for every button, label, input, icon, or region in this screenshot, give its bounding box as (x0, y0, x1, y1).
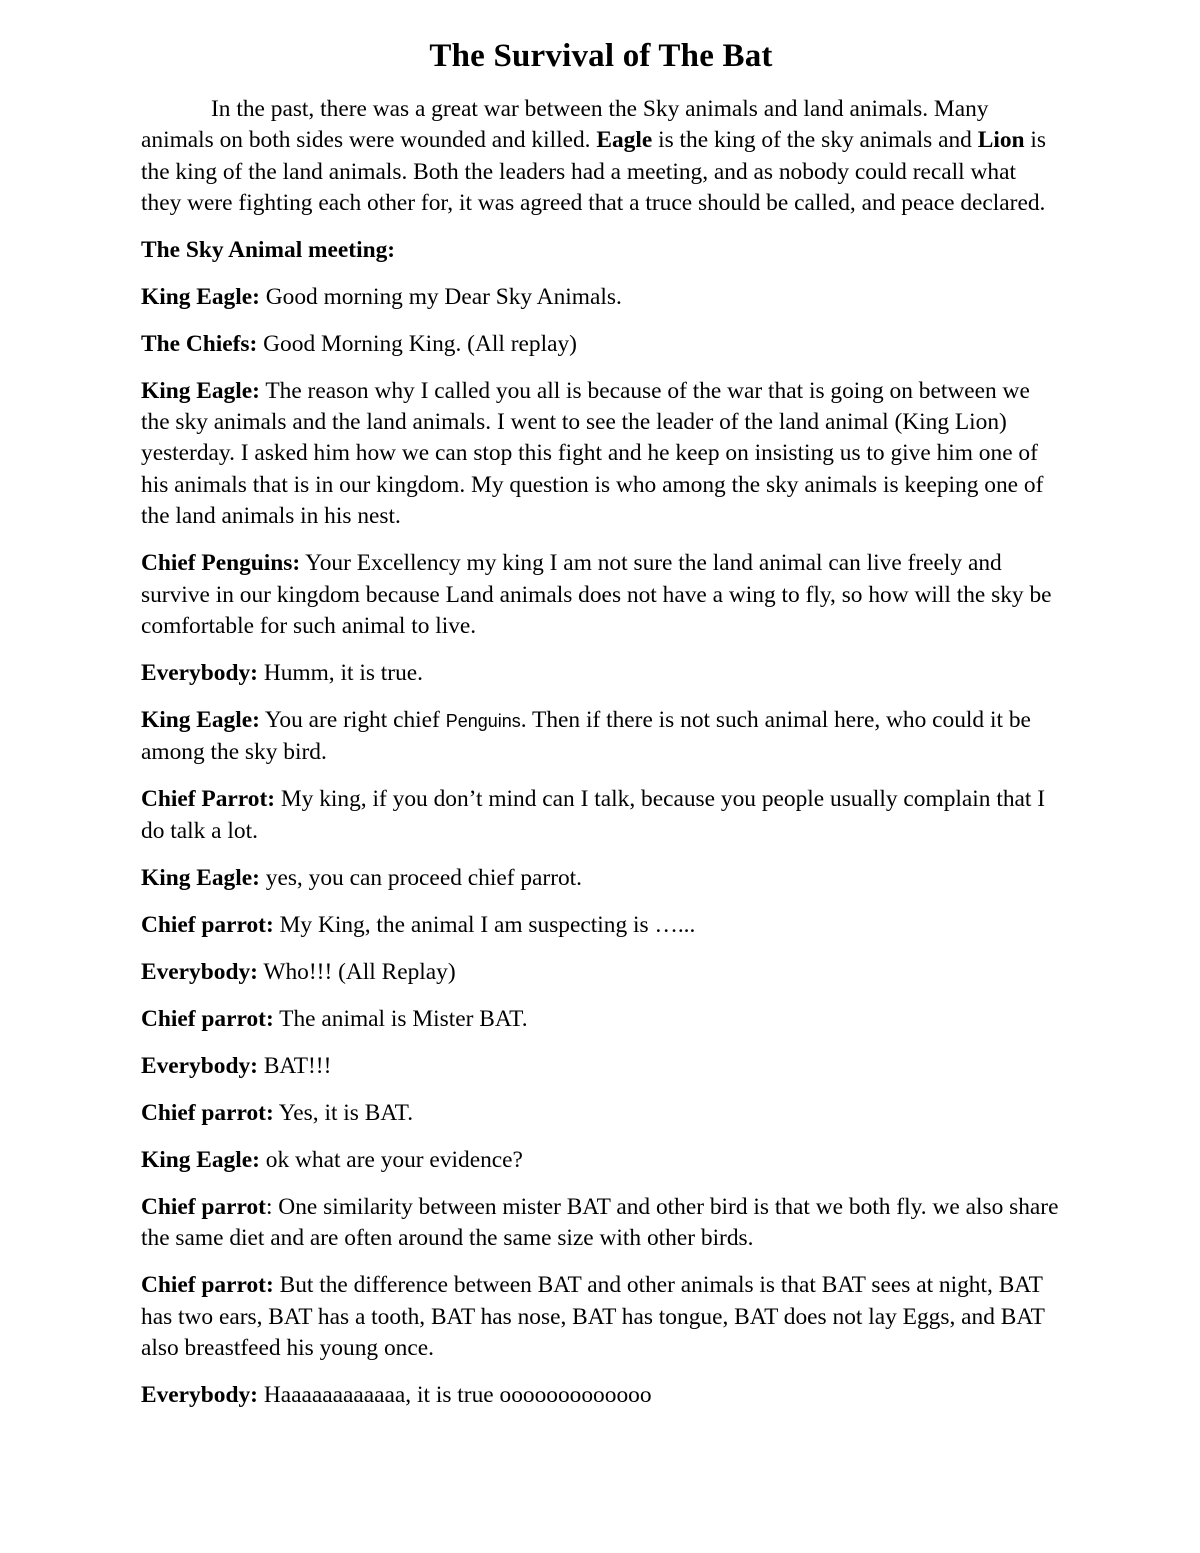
dialogue-speaker: King Eagle: (141, 377, 260, 404)
dialogue-speaker: The Chiefs: (141, 330, 258, 357)
dialogue-text: Good Morning King. (All replay) (257, 330, 577, 357)
dialogue-line (141, 282, 1061, 313)
dialogue-text-after: . Then if there is not such animal here, who could it be among the sky bird. (141, 707, 1031, 766)
dialogue-line (141, 705, 1061, 769)
dialogue-sans-word: Penguins (445, 711, 521, 732)
dialogue-line (141, 784, 1061, 847)
dialogue-speaker: Chief parrot: (141, 1005, 274, 1032)
dialogue-text: Your Excellency my king I am not sure the land animal can live freely and survive in our kingdom because Land animals does not have a wing to fly, so how will the sky be comfortable for such animal to live. (141, 550, 1052, 640)
dialogue-line (141, 1270, 1061, 1364)
dialogue-speaker: Chief parrot: (141, 911, 274, 938)
dialogue-text: Humm, it is true. (257, 660, 423, 687)
dialogue-text: You are right chief (259, 707, 446, 734)
dialogue-line (141, 658, 1061, 689)
dialogue-text: yes, you can proceed chief parrot. (259, 864, 583, 891)
dialogue-line (141, 1192, 1061, 1255)
dialogue-text: Good morning my Dear Sky Animals. (259, 283, 622, 310)
dialogue-speaker: King Eagle: (141, 707, 260, 734)
dialogue-line (141, 910, 1061, 941)
intro-text-3: is the king of the land animals. Both the leaders had a meeting, and as nobody could recall what they were fighting each other for, it was agreed that a truce should be called, and peace declared. (141, 127, 1046, 217)
dialogue-line (141, 1051, 1061, 1082)
dialogue-speaker: Chief parrot (141, 1193, 266, 1220)
dialogue-line (141, 1145, 1061, 1176)
dialogue-speaker: Everybody: (141, 1052, 258, 1079)
dialogue-text: ok what are your evidence? (259, 1146, 523, 1173)
dialogue-line (141, 1098, 1061, 1129)
dialogue-speaker: Chief parrot: (141, 1272, 274, 1299)
dialogue-text: Haaaaaaaaaaaa, it is true ooooooooooooo (257, 1382, 652, 1409)
dialogue-line (141, 548, 1061, 642)
dialogue-speaker: Everybody: (141, 958, 258, 985)
dialogue-line (141, 957, 1061, 988)
dialogue-line (141, 329, 1061, 360)
intro-eagle: Eagle (596, 127, 653, 154)
dialogue-text: My king, if you don’t mind can I talk, because you people usually complain that I do talk a lot. (141, 786, 1046, 844)
dialogue-speaker: King Eagle: (141, 1146, 260, 1173)
dialogue-speaker: Chief Parrot: (141, 786, 276, 813)
dialogue-text: Who!!! (All Replay) (257, 958, 456, 985)
dialogue-text: Yes, it is BAT. (273, 1099, 414, 1126)
intro-lion: Lion (977, 127, 1025, 154)
dialogue-speaker: Everybody: (141, 660, 258, 687)
dialogue-line (141, 376, 1061, 533)
dialogue-text: The animal is Mister BAT. (273, 1005, 528, 1032)
dialogue-text: But the difference between BAT and other animals is that BAT sees at night, BAT has two ears, BAT has a tooth, BAT has nose, BAT has tongue, BAT does not lay Eggs, and BAT also breastfeed his young once. (141, 1272, 1045, 1362)
dialogue-text: My King, the animal I am suspecting is …... (273, 911, 696, 938)
dialogue-text: : One similarity between mister BAT and other bird is that we both fly. we also share the same diet and are often around the same size with other birds. (141, 1193, 1059, 1252)
dialogue-text: The reason why I called you all is because of the war that is going on between we the sky animals and the land animals. I went to see the leader of the land animal (King Lion) yesterday. I asked him how we can stop this fight and he keep on insisting us to give him one of his animals that is in our kingdom. My question is who among the sky animals is keeping one of the land animals in his nest. (141, 377, 1044, 530)
document-page (141, 36, 1061, 1427)
section-heading: The Sky Animal meeting: (141, 236, 396, 263)
dialogue-line (141, 1380, 1061, 1411)
dialogue-text: BAT!!! (257, 1052, 332, 1079)
intro-text-1: In the past, there was a great war between the Sky animals and land animals. Many animals on both sides were wounded and killed. (141, 96, 989, 154)
dialogue-speaker: Everybody: (141, 1382, 258, 1409)
dialogue-speaker: Chief parrot: (141, 1099, 274, 1126)
intro-text-2: is the king of the sky animals and (652, 127, 978, 154)
dialogue-speaker: King Eagle: (141, 283, 260, 310)
document-title: The Survival of The Bat (429, 38, 773, 74)
dialogue-line (141, 863, 1061, 894)
dialogue-speaker: Chief Penguins: (141, 550, 301, 577)
dialogue-line (141, 1004, 1061, 1035)
dialogue-speaker: King Eagle: (141, 864, 260, 891)
intro-paragraph (141, 94, 1061, 220)
